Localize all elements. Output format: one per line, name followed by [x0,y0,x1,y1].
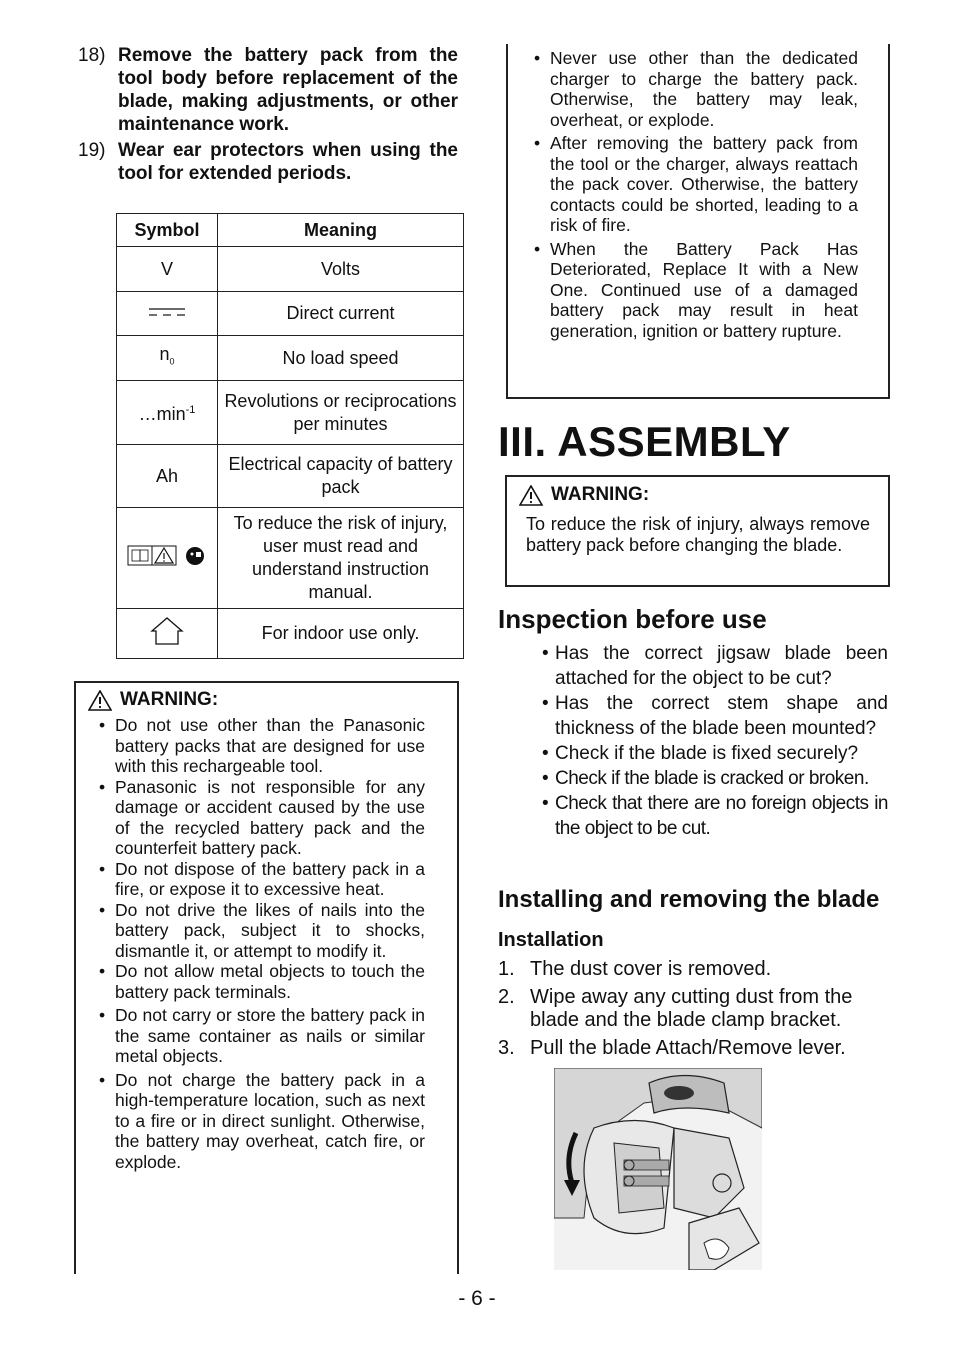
installation-subheading: Installation [498,929,604,951]
step-number: 2. [498,986,515,1008]
warning-bullet: • Never use other than the dedicated charger to charge the battery pack. Otherwise, the battery may leak, overheat, or explode. [528,48,858,130]
symbol-cell [117,336,218,381]
warning-title: WARNING: [551,484,650,505]
meaning-cell: Revolutions or reciprocations per minutes [218,381,464,445]
meaning-cell: To reduce the risk of injury, user must read and understand instruction manual. [218,508,464,609]
indoor-use-house-icon [150,616,184,646]
symbol-cell: V [117,247,218,292]
table-row [117,292,464,336]
item-18 [78,44,458,136]
table-row [117,508,464,609]
symbol-superscript: -1 [185,404,196,416]
step-number: 1. [498,958,515,980]
step-text: The dust cover is removed. [530,958,772,980]
symbol-cell: Ah [117,445,218,508]
warning-bullet: • Do not allow metal objects to touch the battery pack terminals. [93,961,425,1002]
table-row [117,381,464,445]
installation-steps [498,958,893,1065]
table-row [117,609,464,659]
item-number: 18) [78,45,106,66]
meaning-cell: No load speed [218,336,464,381]
assembly-warning-box [505,475,890,587]
table-row [117,445,464,508]
item-19 [78,139,458,185]
symbol-cell [117,381,218,445]
warning-bullet-list [93,715,425,1172]
checklist-item: • Has the correct jigsaw blade been attached for the object to be cut? [540,641,888,691]
installing-heading: Installing and removing the blade [498,886,880,913]
table-row [117,336,464,381]
checklist-item: • Check if the blade is fixed securely? [540,741,888,766]
symbol-cell [117,292,218,336]
symbol-text: n [159,343,170,364]
direct-current-icon [147,305,187,319]
battery-warning-box [74,681,459,1274]
item-text: Remove the battery pack from the tool body before replacement of the blade, making adjustments, or other maintenance work. [118,45,458,135]
table-header-row [117,214,464,247]
step-item [498,986,893,1032]
item-number: 19) [78,140,106,161]
warning-bullet: • Do not carry or store the battery pack in the same container as nails or similar metal objects. [93,1005,425,1067]
charger-warning-continued-box [506,44,890,399]
step-item [498,958,893,981]
warning-triangle-icon [88,690,112,711]
step-number: 3. [498,1037,515,1059]
checklist-item: • Check if the blade is cracked or broken. [540,766,888,791]
warning-bullet: • Panasonic is not responsible for any damage or accident caused by the use of the recycled battery pack and the counterfeit battery pack. [93,777,425,859]
read-manual-icon [127,543,207,567]
checklist-item: • Has the correct stem shape and thickness of the blade been mounted? [540,691,888,741]
step-item [498,1037,893,1060]
warning-title: WARNING: [120,689,219,710]
warning-bullet-list [528,48,858,341]
warning-bullet: • Do not charge the battery pack in a high-temperature location, such as next to a fire or in direct sunlight. Otherwise, the battery may overheat, catch fire, or explode. [93,1070,425,1173]
symbol-text: …min [138,404,186,424]
warning-triangle-icon [519,485,543,506]
checklist-item: • Check that there are no foreign objects in the object to be cut. [540,791,888,841]
table-row [117,247,464,292]
symbol-cell [117,508,218,609]
warning-heading [88,689,218,711]
warning-bullet: • Do not drive the likes of nails into the battery pack, subject it to shocks, dismantle it, or attempt to modify it. [93,900,425,962]
item-text: Wear ear protectors when using the tool for extended periods. [118,140,458,184]
meaning-cell: For indoor use only. [218,609,464,659]
symbol-table [116,213,464,659]
meaning-cell: Direct current [218,292,464,336]
column-header-symbol: Symbol [117,214,218,247]
page-number: - 6 - [458,1287,496,1310]
warning-bullet: • When the Battery Pack Has Deteriorated, Replace It with a New One. Continued use of a damaged battery pack may result in heat generation, ignition or battery rupture. [528,239,858,342]
warning-text: To reduce the risk of injury, always remove battery pack before changing the blade. [526,514,870,555]
warning-bullet: • Do not dispose of the battery pack in a fire, or expose it to excessive heat. [93,859,425,900]
warning-bullet: • Do not use other than the Panasonic battery packs that are designed for use with this rechargeable tool. [93,715,425,777]
symbol-cell [117,609,218,659]
blade-lever-illustration [554,1068,762,1270]
warning-heading [519,484,649,506]
inspection-heading: Inspection before use [498,604,767,634]
section-title: III. ASSEMBLY [498,418,791,465]
meaning-cell: Volts [218,247,464,292]
warning-bullet: • After removing the battery pack from the tool or the charger, always reattach the pack cover. Otherwise, the battery contacts could be shorted, leading to a risk of fire. [528,133,858,236]
meaning-cell: Electrical capacity of battery pack [218,445,464,508]
symbol-subscript: 0 [169,356,175,367]
step-text: Pull the blade Attach/Remove lever. [530,1037,846,1059]
step-text: Wipe away any cutting dust from the blade and the blade clamp bracket. [530,986,853,1031]
inspection-checklist [540,641,888,841]
column-header-meaning: Meaning [218,214,464,247]
